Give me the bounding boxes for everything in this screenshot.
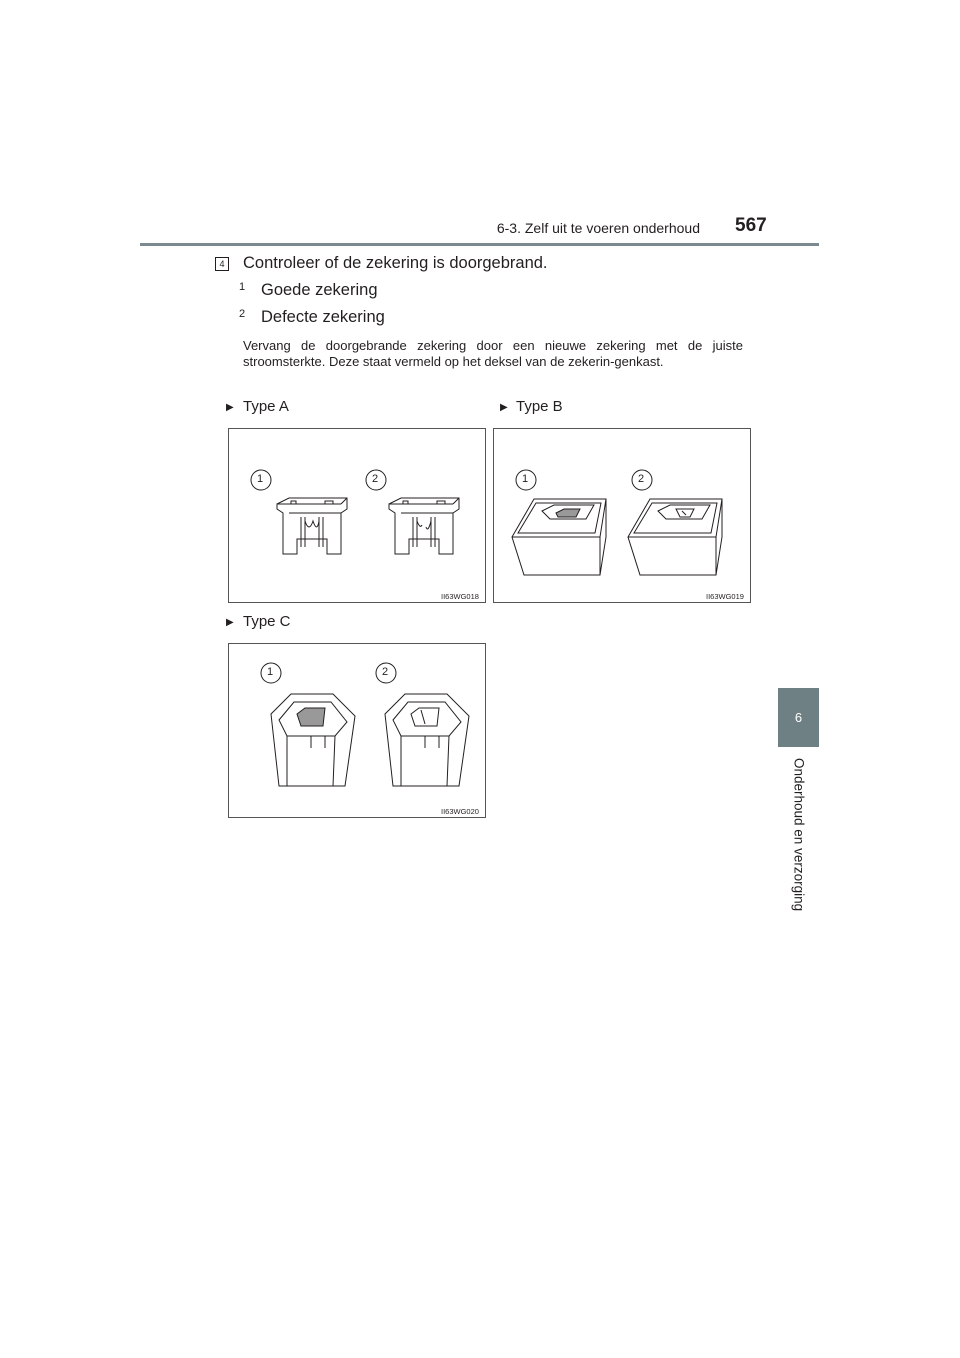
- header-rule: [140, 243, 819, 246]
- type-b-label: Type B: [516, 398, 563, 415]
- callout-1: 1: [522, 473, 529, 485]
- step-number: 4: [215, 257, 229, 271]
- triangle-right-icon: ▶: [226, 617, 234, 628]
- figure-code: II63WG018: [441, 592, 479, 601]
- triangle-right-icon: ▶: [500, 402, 508, 413]
- callout-1: 1: [267, 666, 274, 678]
- note-text: Vervang de doorgebrande zekering door een nieuwe zekering met de juiste stroomsterkte. Deze staat vermeld op het deksel van de zekerin-genkast.: [243, 338, 743, 369]
- fuse-type-b-illustration: [494, 429, 750, 602]
- section-title: 6-3. Zelf uit te voeren onderhoud: [496, 220, 700, 236]
- callout-2: 2: [382, 666, 389, 678]
- callout-1: 1: [257, 473, 264, 485]
- figure-type-a: [228, 428, 486, 603]
- callout-2: 2: [372, 473, 379, 485]
- type-a-label: Type A: [243, 398, 289, 415]
- chapter-label: [779, 758, 819, 923]
- fuse-type-a-illustration: [229, 429, 485, 602]
- item-number-2: 2: [239, 308, 246, 320]
- figure-code: II63WG019: [706, 592, 744, 601]
- chapter-tab: 6: [778, 688, 819, 747]
- page-number: 567: [735, 215, 767, 236]
- item-label-1: Goede zekering: [261, 281, 378, 299]
- figure-type-c: [228, 643, 486, 818]
- item-label-2: Defecte zekering: [261, 308, 385, 326]
- callout-2: 2: [638, 473, 645, 485]
- figure-type-b: [493, 428, 751, 603]
- item-number-1: 1: [239, 281, 246, 293]
- type-c-label: Type C: [243, 613, 291, 630]
- triangle-right-icon: ▶: [226, 402, 234, 413]
- chapter-label-text: Onderhoud en verzorging: [791, 758, 807, 912]
- step-text: Controleer of de zekering is doorgebrand.: [243, 254, 548, 272]
- figure-code: II63WG020: [441, 807, 479, 816]
